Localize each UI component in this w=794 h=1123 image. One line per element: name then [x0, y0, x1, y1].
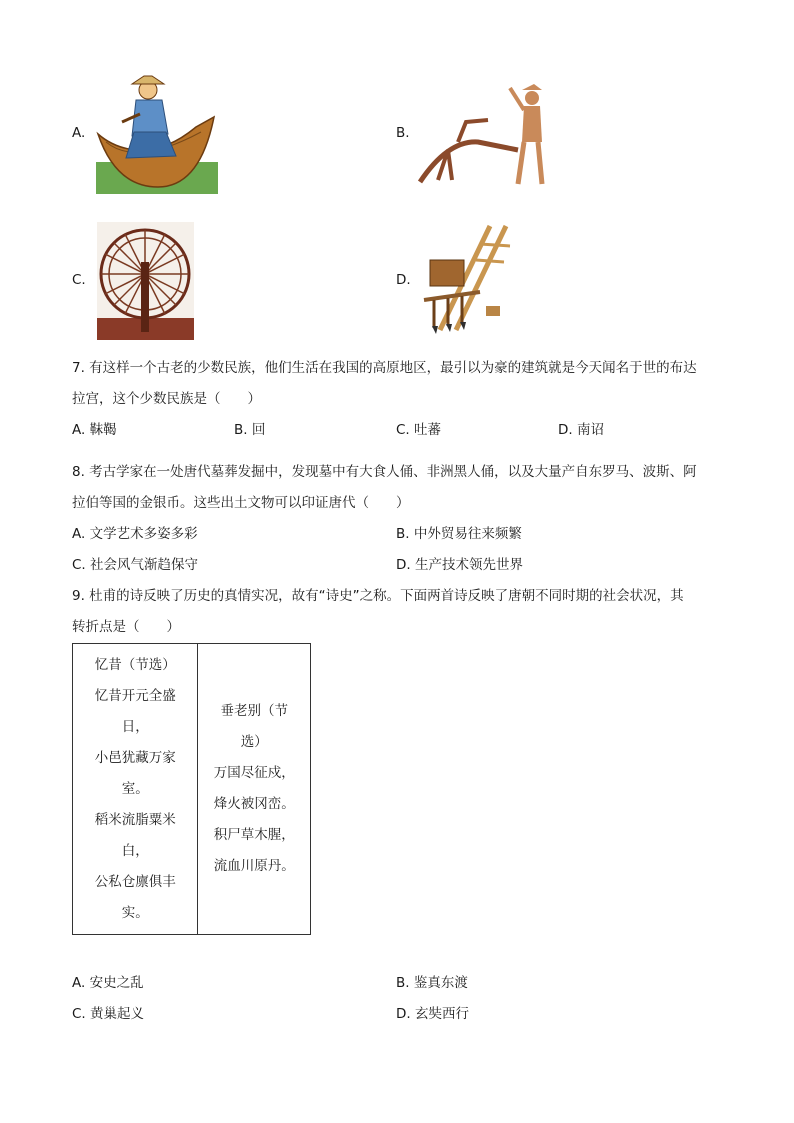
q8-option-a[interactable]: A. 文学艺术多姿多彩	[72, 526, 198, 542]
q6-option-d-label[interactable]: D.	[396, 272, 411, 288]
q7-option-b[interactable]: B. 回	[234, 422, 266, 438]
q7-text-line1: 7. 有这样一个古老的少数民族，他们生活在我国的高原地区，最引以为豪的建筑就是今天闻名于世的布达	[72, 360, 697, 376]
poem-chuilaobie-cell	[198, 644, 311, 935]
poem-yixi-line: 日，	[121, 718, 149, 735]
q7-option-d[interactable]: D. 南诏	[558, 422, 604, 438]
q8-option-d[interactable]: D. 生产技术领先世界	[396, 557, 523, 573]
poem-chuilaobie-line: 烽火被冈峦。	[213, 796, 295, 812]
q8-option-c[interactable]: C. 社会风气渐趋保守	[72, 557, 199, 573]
plough-icon	[418, 80, 550, 190]
poem-yixi-line: 忆昔开元全盛	[94, 687, 176, 704]
q9-option-c[interactable]: C. 黄巢起义	[72, 1006, 145, 1022]
poem-chuilaobie-line: 积尸草木腥，	[213, 827, 295, 843]
q9-option-a[interactable]: A. 安史之乱	[72, 975, 144, 991]
poem-table	[72, 643, 311, 935]
q7-option-c[interactable]: C. 吐蕃	[396, 422, 442, 438]
poem-yixi-line: 室。	[121, 780, 149, 797]
q8-text-line2: 拉伯等国的金银币。这些出土文物可以印证唐代（ ）	[72, 495, 410, 511]
poem-yixi-line: 稻米流脂粟米	[94, 811, 176, 828]
poem-chuilaobie-line: 选）	[240, 734, 268, 750]
q6-option-b-label[interactable]: B.	[396, 125, 410, 141]
seed-drill-icon	[420, 220, 516, 338]
q9-option-b[interactable]: B. 鉴真东渡	[396, 975, 468, 991]
poem-yixi-line: 小邑犹藏万家	[94, 749, 176, 766]
water-wheel-icon	[97, 222, 194, 340]
q9-option-d[interactable]: D. 玄奘西行	[396, 1006, 469, 1022]
poem-yixi-line: 忆昔（节选）	[94, 656, 176, 673]
poem-chuilaobie-line: 垂老别（节	[220, 703, 288, 719]
q8-option-b[interactable]: B. 中外贸易往来频繁	[396, 526, 522, 542]
q6-option-c-label[interactable]: C.	[72, 272, 86, 288]
farmer-in-boat-icon	[96, 72, 218, 194]
q7-option-a[interactable]: A. 靺鞨	[72, 422, 117, 438]
poem-yixi-line: 白，	[121, 842, 149, 859]
poem-chuilaobie-line: 流血川原丹。	[213, 858, 295, 874]
q9-text-line2: 转折点是（ ）	[72, 619, 180, 635]
poem-yixi-line: 实。	[121, 904, 149, 921]
poem-yixi-cell	[73, 644, 198, 935]
poem-yixi-line: 公私仓廪俱丰	[94, 873, 176, 890]
q6-option-a-label[interactable]: A.	[72, 125, 86, 141]
q8-text-line1: 8. 考古学家在一处唐代墓葬发掘中，发现墓中有大食人俑、非洲黑人俑，以及大量产自东罗马、波斯、阿	[72, 464, 697, 480]
q9-text-line1: 9. 杜甫的诗反映了历史的真情实况，故有“诗史”之称。下面两首诗反映了唐朝不同时期的社会状况，其	[72, 588, 684, 604]
poem-chuilaobie-line: 万国尽征戍，	[213, 765, 295, 781]
q7-text-line2: 拉宫，这个少数民族是（ ）	[72, 391, 261, 407]
